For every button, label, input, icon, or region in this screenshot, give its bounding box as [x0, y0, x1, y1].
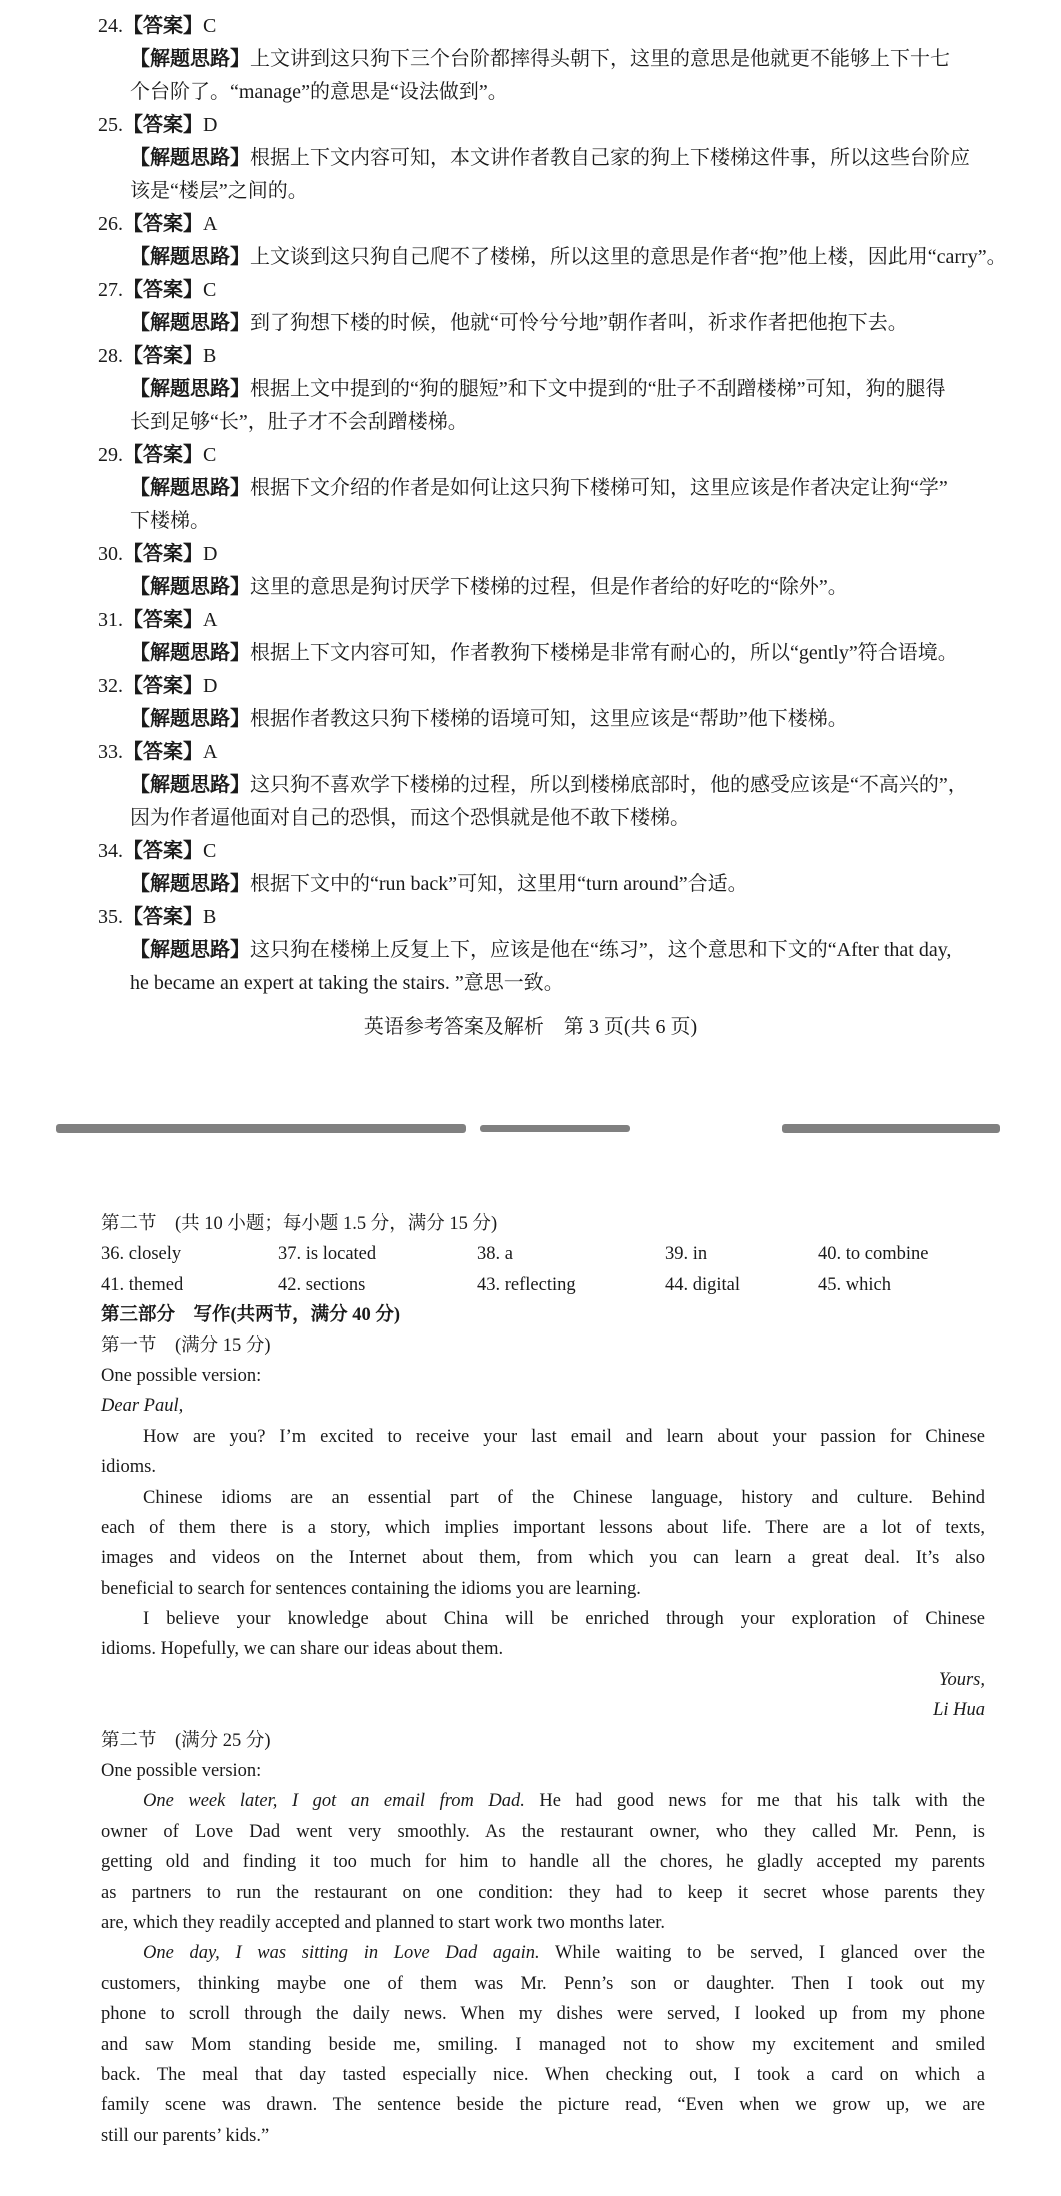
reason-tag: 【解题思路】 — [130, 477, 250, 499]
answer-tag: 【答案】 — [123, 213, 203, 235]
story-paragraph-2-first-line — [101, 1938, 985, 1968]
explanation-text: 该是“楼层”之间的。 — [130, 180, 308, 202]
letter-line: each of them there is a story, which implies important lessons about life. There are a lot of texts, — [101, 1517, 985, 1538]
answer-line — [98, 604, 988, 637]
explanation-line — [98, 76, 988, 109]
answer-37: 37. is located — [278, 1244, 377, 1265]
story-text: While waiting to be served, I glanced over the — [539, 1943, 985, 1964]
story-line: owner of Love Dad went very smoothly. As the restaurant owner, who they called Mr. Penn, is — [101, 1821, 985, 1842]
reason-tag: 【解题思路】 — [130, 708, 250, 730]
explanation-line — [98, 967, 988, 1000]
explanation-text: 上文讲到这只狗下三个台阶都摔得头朝下，这里的意思是他就更不能够上下十七 — [250, 48, 950, 70]
story-line: family scene was drawn. The sentence beside the picture read, “Even when we grow up, we are — [101, 2095, 985, 2116]
question-number: 33. — [98, 741, 123, 763]
reason-tag: 【解题思路】 — [130, 576, 250, 598]
answer-tag: 【答案】 — [123, 840, 203, 862]
explanation-text: he became an expert at taking the stairs. ”意思一致。 — [130, 972, 564, 994]
letter-line: Chinese idioms are an essential part of the Chinese language, history and culture. Behind — [143, 1487, 985, 1508]
explanation-line — [98, 472, 988, 505]
answer-tag: 【答案】 — [123, 609, 203, 631]
part-three-heading: 第三部分 写作(共两节，满分 40 分) — [101, 1305, 401, 1326]
question-number: 27. — [98, 279, 123, 301]
story-line: phone to scroll through the daily news. When my dishes were served, I looked up from my phone — [101, 2004, 985, 2025]
question-number: 24. — [98, 15, 123, 37]
question-number: 29. — [98, 444, 123, 466]
explanation-line — [98, 505, 988, 538]
explanation-text: 个台阶了。“manage”的意思是“设法做到”。 — [130, 81, 508, 103]
answer-explanations — [98, 10, 1007, 1000]
scan-smudge — [782, 1124, 1000, 1133]
writing2-heading: 第二节 (满分 25 分) — [101, 1730, 271, 1751]
answer-letter: D — [203, 114, 218, 136]
explanation-text: 上文谈到这只狗自己爬不了楼梯，所以这里的意思是作者“抱”他上楼，因此用“carry”。 — [250, 246, 1007, 268]
answer-44: 44. digital — [665, 1274, 741, 1295]
letter-line: images and videos on the Internet about them, from which you can learn a great deal. It’s also — [101, 1548, 985, 1569]
explanation-line — [98, 406, 988, 439]
given-opening-1: One week later, I got an email from Dad. — [143, 1791, 525, 1812]
explanation-text: 根据上下文内容可知，作者教狗下楼梯是非常有耐心的，所以“gently”符合语境。 — [250, 642, 958, 664]
answer-line — [98, 901, 988, 934]
answer-letter: C — [203, 279, 217, 301]
writing1-heading: 第一节 (满分 15 分) — [101, 1335, 271, 1356]
story-paragraph-2 — [101, 1969, 985, 2121]
explanation-line — [98, 43, 988, 76]
answer-letter: D — [203, 543, 218, 565]
explanation-text: 根据上文中提到的“狗的腿短”和下文中提到的“肚子不刮蹭楼梯”可知，狗的腿得 — [250, 378, 946, 400]
answers-row — [101, 1270, 985, 1300]
explanation-text: 根据上下文内容可知，本文讲作者教自己家的狗上下楼梯这件事，所以这些台阶应 — [250, 147, 970, 169]
answer-letter: A — [203, 609, 218, 631]
explanation-line — [98, 241, 1007, 274]
question-number: 26. — [98, 213, 123, 235]
reason-tag: 【解题思路】 — [130, 873, 250, 895]
explanation-line — [98, 373, 988, 406]
story-paragraph-1 — [101, 1817, 985, 1908]
explanation-text: 下楼梯。 — [130, 510, 210, 532]
story-text: He had good news for me that his talk with the — [524, 1791, 985, 1812]
scan-smudge — [56, 1124, 466, 1133]
letter-line: idioms. — [101, 1457, 156, 1478]
letter-body — [101, 1422, 985, 1665]
explanation-text: 根据下文介绍的作者是如何让这只狗下楼梯可知，这里应该是作者决定让狗“学” — [250, 477, 948, 499]
story-line: are, which they readily accepted and planned to start work two months later. — [101, 1912, 666, 1933]
answer-letter: B — [203, 906, 217, 928]
answer-line — [98, 835, 988, 868]
question-number: 31. — [98, 609, 123, 631]
explanation-text: 根据作者教这只狗下楼梯的语境可知，这里应该是“帮助”他下楼梯。 — [250, 708, 848, 730]
story-line: still our parents’ kids.” — [101, 2125, 270, 2146]
letter-line: idioms. Hopefully, we can share our ideas about them. — [101, 1639, 504, 1660]
question-number: 32. — [98, 675, 123, 697]
reason-tag: 【解题思路】 — [130, 378, 250, 400]
story-paragraph-1-first-line — [101, 1786, 985, 1816]
section-two — [101, 1209, 985, 2151]
writing1-intro: One possible version: — [101, 1365, 262, 1386]
answer-tag: 【答案】 — [123, 345, 203, 367]
explanation-line — [98, 175, 988, 208]
letter-signature: Li Hua — [933, 1700, 985, 1721]
page-footer: 英语参考答案及解析 第 3 页(共 6 页) — [363, 1016, 698, 1038]
answer-tag: 【答案】 — [123, 114, 203, 136]
answer-43: 43. reflecting — [477, 1274, 576, 1295]
explanation-line — [98, 307, 988, 340]
answer-letter: C — [203, 840, 217, 862]
story-line: getting old and finding it too much for him to handle all the chores, he gladly accepted my parents — [101, 1852, 985, 1873]
scan-smudge — [480, 1125, 630, 1132]
answer-tag: 【答案】 — [123, 444, 203, 466]
explanation-text: 长到足够“长”，肚子才不会刮蹭楼梯。 — [130, 411, 468, 433]
answer-letter: D — [203, 675, 218, 697]
answer-45: 45. which — [818, 1274, 891, 1295]
answer-line — [98, 10, 988, 43]
answer-line — [98, 109, 988, 142]
reason-tag: 【解题思路】 — [130, 312, 250, 334]
answers-row — [101, 1239, 985, 1269]
answer-42: 42. sections — [278, 1274, 366, 1295]
explanation-line — [98, 934, 988, 967]
letter-closing: Yours, — [938, 1669, 985, 1690]
story-line: and saw Mom standing beside me, smiling. I managed not to show my excitement and smiled — [101, 2034, 985, 2055]
answer-line — [98, 274, 988, 307]
answer-38: 38. a — [477, 1244, 513, 1265]
story-line: as partners to run the restaurant on one condition: they had to keep it secret whose parents they — [101, 1882, 985, 1903]
question-number: 25. — [98, 114, 123, 136]
answer-letter: A — [203, 741, 218, 763]
answer-letter: C — [203, 15, 217, 37]
explanation-line — [98, 868, 988, 901]
explanation-text: 这只狗在楼梯上反复上下，应该是他在“练习”，这个意思和下文的“After that day, — [250, 939, 952, 961]
explanation-line — [98, 142, 988, 175]
given-opening-2: One day, I was sitting in Love Dad again. — [143, 1943, 540, 1964]
section-heading: 第二节 (共 10 小题；每小题 1.5 分，满分 15 分) — [101, 1214, 498, 1234]
answer-line — [98, 208, 988, 241]
explanation-line — [98, 637, 988, 670]
writing2-intro: One possible version: — [101, 1761, 262, 1782]
reason-tag: 【解题思路】 — [130, 939, 250, 961]
answer-tag: 【答案】 — [123, 543, 203, 565]
answer-line — [98, 439, 988, 472]
answer-40: 40. to combine — [818, 1244, 929, 1265]
answer-letter: C — [203, 444, 217, 466]
reason-tag: 【解题思路】 — [130, 147, 250, 169]
answer-tag: 【答案】 — [123, 279, 203, 301]
answer-letter: A — [203, 213, 218, 235]
reason-tag: 【解题思路】 — [130, 642, 250, 664]
answer-letter: B — [203, 345, 217, 367]
question-number: 34. — [98, 840, 123, 862]
letter-line: beneficial to search for sentences containing the idioms you are learning. — [101, 1578, 641, 1599]
story-line: back. The meal that day tasted especially nice. When checking out, I took a card on which a — [101, 2064, 985, 2085]
answer-39: 39. in — [665, 1244, 708, 1265]
explanation-line — [98, 703, 988, 736]
story-line: customers, thinking maybe one of them was Mr. Penn’s son or daughter. Then I took out my — [101, 1973, 985, 1994]
explanation-text: 因为作者逼他面对自己的恐惧，而这个恐惧就是他不敢下楼梯。 — [130, 807, 690, 829]
explanation-line — [98, 571, 988, 604]
explanation-text: 到了狗想下楼的时候，他就“可怜兮兮地”朝作者叫，祈求作者把他抱下去。 — [250, 312, 908, 334]
answer-line — [98, 736, 988, 769]
explanation-line — [98, 802, 988, 835]
answer-36: 36. closely — [101, 1244, 182, 1265]
explanation-text: 根据下文中的“run back”可知，这里用“turn around”合适。 — [250, 873, 748, 895]
explanation-line — [98, 769, 988, 802]
question-number: 35. — [98, 906, 123, 928]
answer-line — [98, 538, 988, 571]
answer-tag: 【答案】 — [123, 906, 203, 928]
question-number: 28. — [98, 345, 123, 367]
reason-tag: 【解题思路】 — [130, 774, 250, 796]
answer-tag: 【答案】 — [123, 741, 203, 763]
explanation-text: 这只狗不喜欢学下楼梯的过程，所以到楼梯底部时，他的感受应该是“不高兴的”， — [250, 774, 968, 796]
answer-tag: 【答案】 — [123, 675, 203, 697]
answer-41: 41. themed — [101, 1274, 184, 1295]
answer-line — [98, 670, 988, 703]
answer-tag: 【答案】 — [123, 15, 203, 37]
letter-greeting: Dear Paul, — [101, 1396, 184, 1417]
letter-line: I believe your knowledge about China will be enriched through your exploration of Chinese — [143, 1609, 985, 1630]
reason-tag: 【解题思路】 — [130, 48, 250, 70]
letter-line: How are you? I’m excited to receive your last email and learn about your passion for Chinese — [143, 1426, 985, 1447]
reason-tag: 【解题思路】 — [130, 246, 250, 268]
explanation-text: 这里的意思是狗讨厌学下楼梯的过程，但是作者给的好吃的“除外”。 — [250, 576, 848, 598]
question-number: 30. — [98, 543, 123, 565]
answer-line — [98, 340, 988, 373]
